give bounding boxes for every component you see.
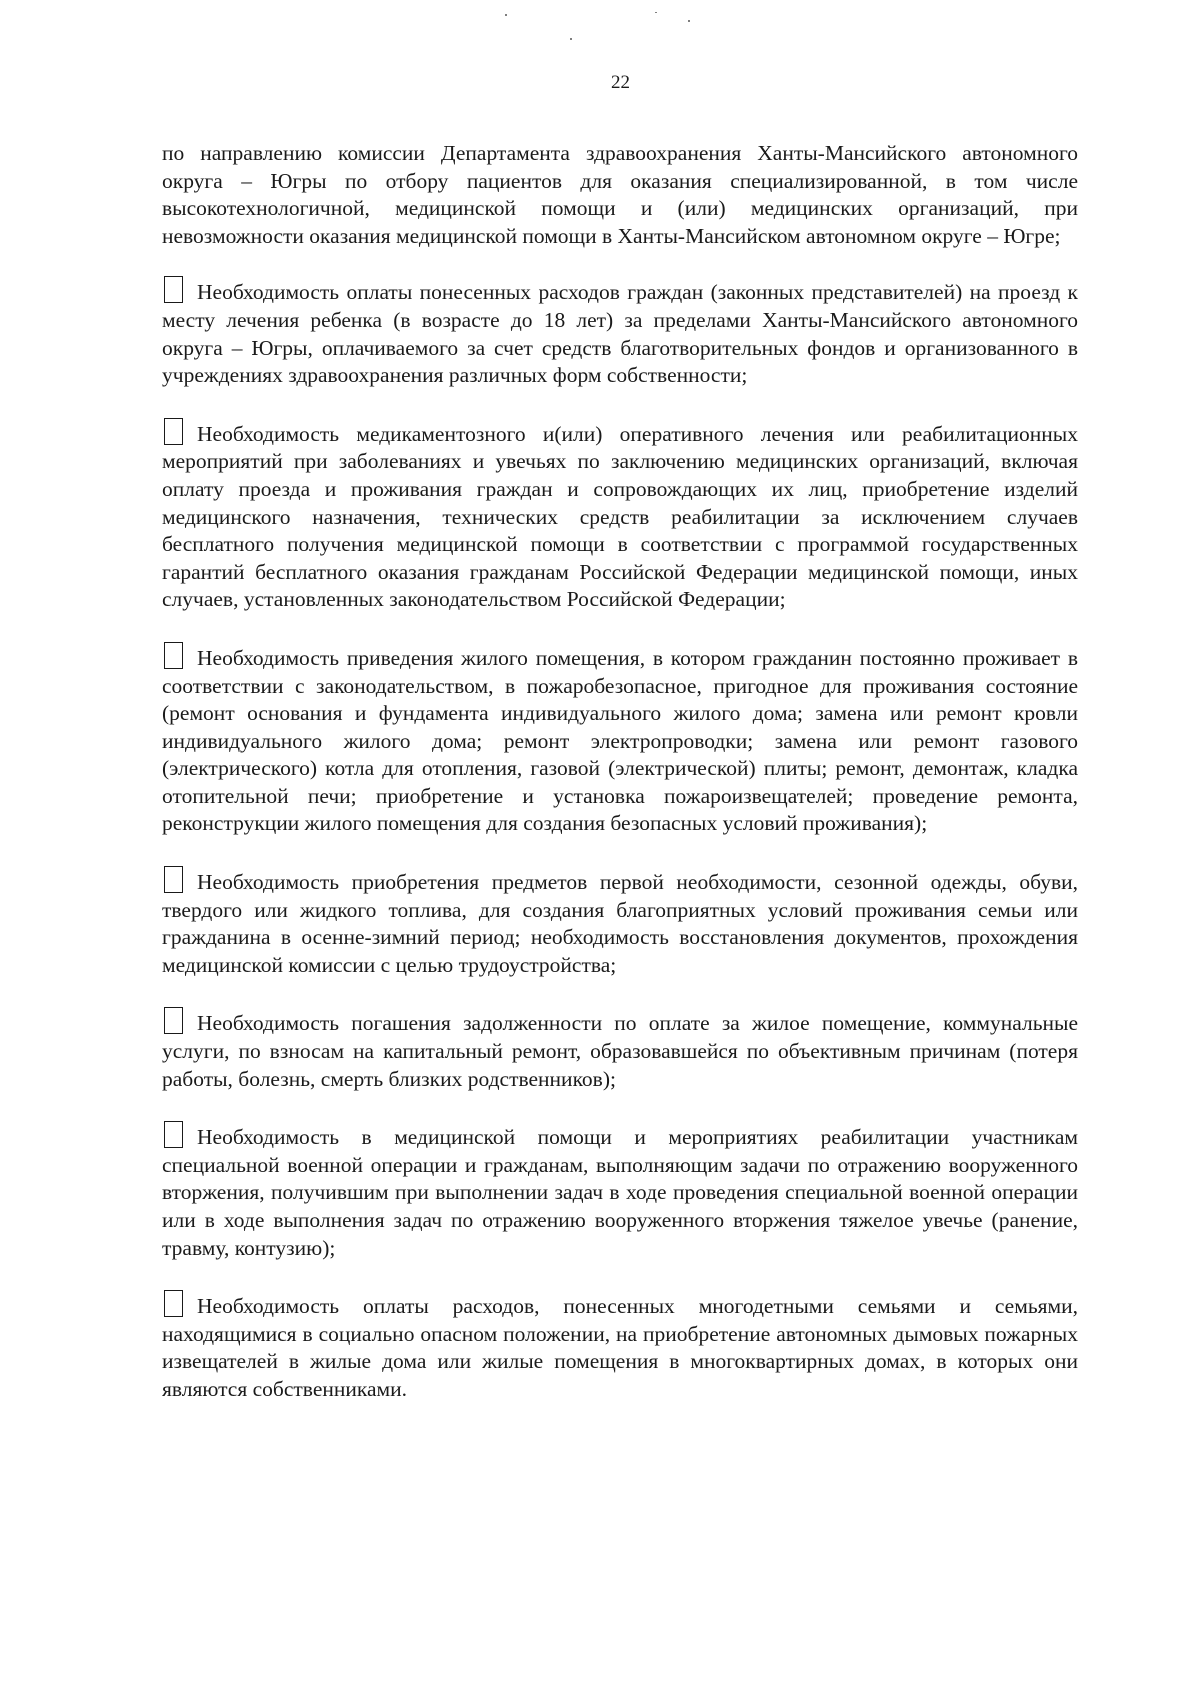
item-text: Необходимость оплаты понесенных расходов граждан (законных представителей) на проезд к месту лечения ребенка (в возрасте до 18 лет) за пределами Ханты-Мансийского автономного округа – Югры, оплачиваемого за счет средств благотворительных фондов и организованного в учреждениях здравоохранения различных форм собственности; (162, 280, 1078, 388)
list-item (162, 866, 1078, 979)
item-text: Необходимость медикаментозного и(или) оперативного лечения или реабилитационных мероприятий при заболеваниях и увечьях по заключению медицинских организаций, включая оплату проезда и проживания граждан и сопровождающих их лиц, приобретение изделий медицинского назначения, технических средств реабилитации за исключением случаев бесплатного получения медицинской помощи в соответствии с программой государственных гарантий бесплатного оказания гражданам Российской Федерации медицинской помощи, иных случаев, установленных законодательством Российской Федерации; (162, 421, 1078, 612)
scan-speck (570, 38, 572, 40)
checkbox-debt-repayment[interactable] (164, 1007, 183, 1034)
scan-speck (505, 14, 507, 16)
item-text: Необходимость погашения задолженности по оплате за жилое помещение, коммунальные услуги, по взносам на капитальный ремонт, образовавшейся по объективным причинам (потеря работы, болезнь, смерть близких родственников); (162, 1011, 1078, 1091)
intro-paragraph: по направлению комиссии Департамента здравоохранения Ханты-Мансийского автономного округа – Югры по отбору пациентов для оказания специализированной, в том числе высокотехнологичной, медицинской помощи и (или) медицинских организаций, при невозможности оказания медицинской помощи в Ханты-Мансийском автономном округе – Югре; (162, 141, 1078, 248)
list-item (162, 418, 1078, 614)
item-text: Необходимость приведения жилого помещения, в котором гражданин постоянно проживает в соответствии с законодательством, в пожаробезопасное, пригодное для проживания состояние (ремонт основания и фундамента индивидуального жилого дома; замена или ремонт кровли индивидуального жилого дома; ремонт электропроводки; замена или ремонт газового (электрического) котла для отопления, газовой (электрической) плиты; ремонт, демонтаж, кладка отопительной печи; приобретение и установка пожароизвещателей; проведение ремонта, реконструкции жилого помещения для создания безопасных условий проживания); (162, 645, 1078, 836)
checkbox-travel-child-treatment[interactable] (164, 276, 183, 303)
page-number: 22 (611, 72, 630, 93)
list-item (162, 1007, 1078, 1093)
document-body (162, 140, 1078, 1432)
list-item (162, 1121, 1078, 1262)
checkbox-military-rehabilitation[interactable] (164, 1121, 183, 1148)
list-item (162, 1290, 1078, 1403)
checkbox-smoke-detectors[interactable] (164, 1290, 183, 1317)
list-item (162, 276, 1078, 389)
checkbox-housing-repair[interactable] (164, 642, 183, 669)
scan-speck (655, 12, 657, 13)
list-item (162, 642, 1078, 838)
scan-speck (688, 20, 690, 22)
checkbox-essential-goods[interactable] (164, 866, 183, 893)
item-text: Необходимость в медицинской помощи и мероприятиях реабилитации участникам специальной военной операции и гражданам, выполняющим задачи по отражению вооруженного вторжения, получившим при выполнении задач в ходе проведения специальной военной операции или в ходе выполнения задач по отражению вооруженного вторжения тяжелое увечье (ранение, травму, контузию); (162, 1125, 1078, 1260)
checkbox-medical-treatment[interactable] (164, 418, 183, 445)
item-text: Необходимость оплаты расходов, понесенных многодетными семьями и семьями, находящимися в социально опасном положении, на приобретение автономных дымовых пожарных извещателей в жилые дома или жилые помещения в многоквартирных домах, в которых они являются собственниками. (162, 1294, 1078, 1401)
item-text: Необходимость приобретения предметов первой необходимости, сезонной одежды, обуви, твердого или жидкого топлива, для создания благоприятных условий проживания семьи или гражданина в осенне-зимний период; необходимость восстановления документов, прохождения медицинской комиссии с целью трудоустройства; (162, 870, 1078, 977)
